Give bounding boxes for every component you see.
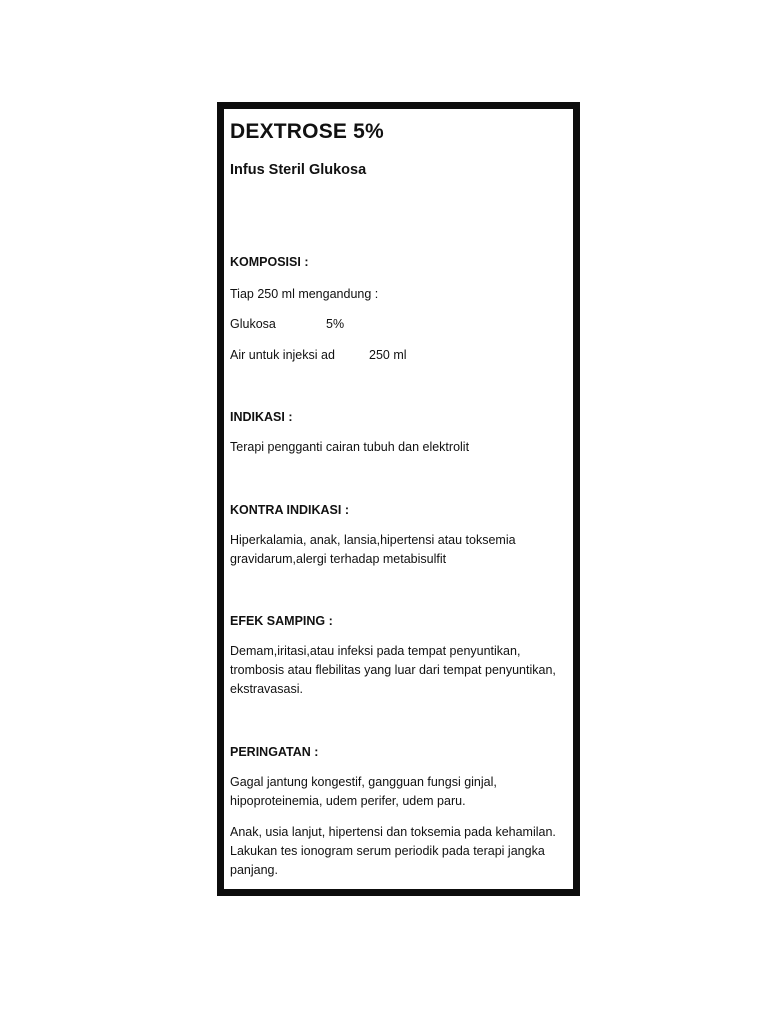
product-title: DEXTROSE 5%: [230, 120, 384, 143]
peringatan-heading: PERINGATAN :: [230, 745, 319, 759]
kontra-indikasi-text: Hiperkalamia, anak, lansia,hipertensi atau toksemia gravidarum,alergi terhadap metabisulfit: [230, 533, 516, 566]
komposisi-section: [230, 254, 560, 363]
kontra-indikasi-heading: KONTRA INDIKASI :: [230, 503, 349, 517]
label-header: [230, 119, 560, 179]
peringatan-text-1: Gagal jantung kongestif, gangguan fungsi ginjal, hipoproteinemia, udem perifer, udem paru.: [230, 775, 497, 808]
indikasi-heading: INDIKASI :: [230, 410, 293, 424]
komposisi-intro: Tiap 250 ml mengandung :: [230, 287, 379, 301]
komposisi-heading: KOMPOSISI :: [230, 255, 309, 269]
composition-value: 250 ml: [369, 348, 407, 362]
composition-name: Air untuk injeksi ad: [230, 348, 335, 362]
composition-value: 5%: [326, 317, 345, 331]
composition-name: Glukosa: [230, 317, 276, 331]
efek-samping-section: [230, 613, 560, 699]
peringatan-text-2: Anak, usia lanjut, hipertensi dan toksemia pada kehamilan. Lakukan tes ionogram serum periodik pada terapi jangka panjang.: [230, 825, 556, 877]
kontra-indikasi-section: [230, 502, 560, 569]
indikasi-section: [230, 409, 560, 457]
indikasi-text: Terapi pengganti cairan tubuh dan elektrolit: [230, 440, 470, 454]
product-label: [217, 102, 580, 896]
composition-row: [230, 316, 560, 332]
composition-row: [230, 347, 560, 363]
efek-samping-text: Demam,iritasi,atau infeksi pada tempat penyuntikan, trombosis atau flebilitas yang luar dari tempat penyuntikan, ekstravasasi.: [230, 644, 556, 696]
efek-samping-heading: EFEK SAMPING :: [230, 614, 333, 628]
product-subtitle: Infus Steril Glukosa: [230, 162, 367, 178]
peringatan-section: [230, 744, 560, 880]
